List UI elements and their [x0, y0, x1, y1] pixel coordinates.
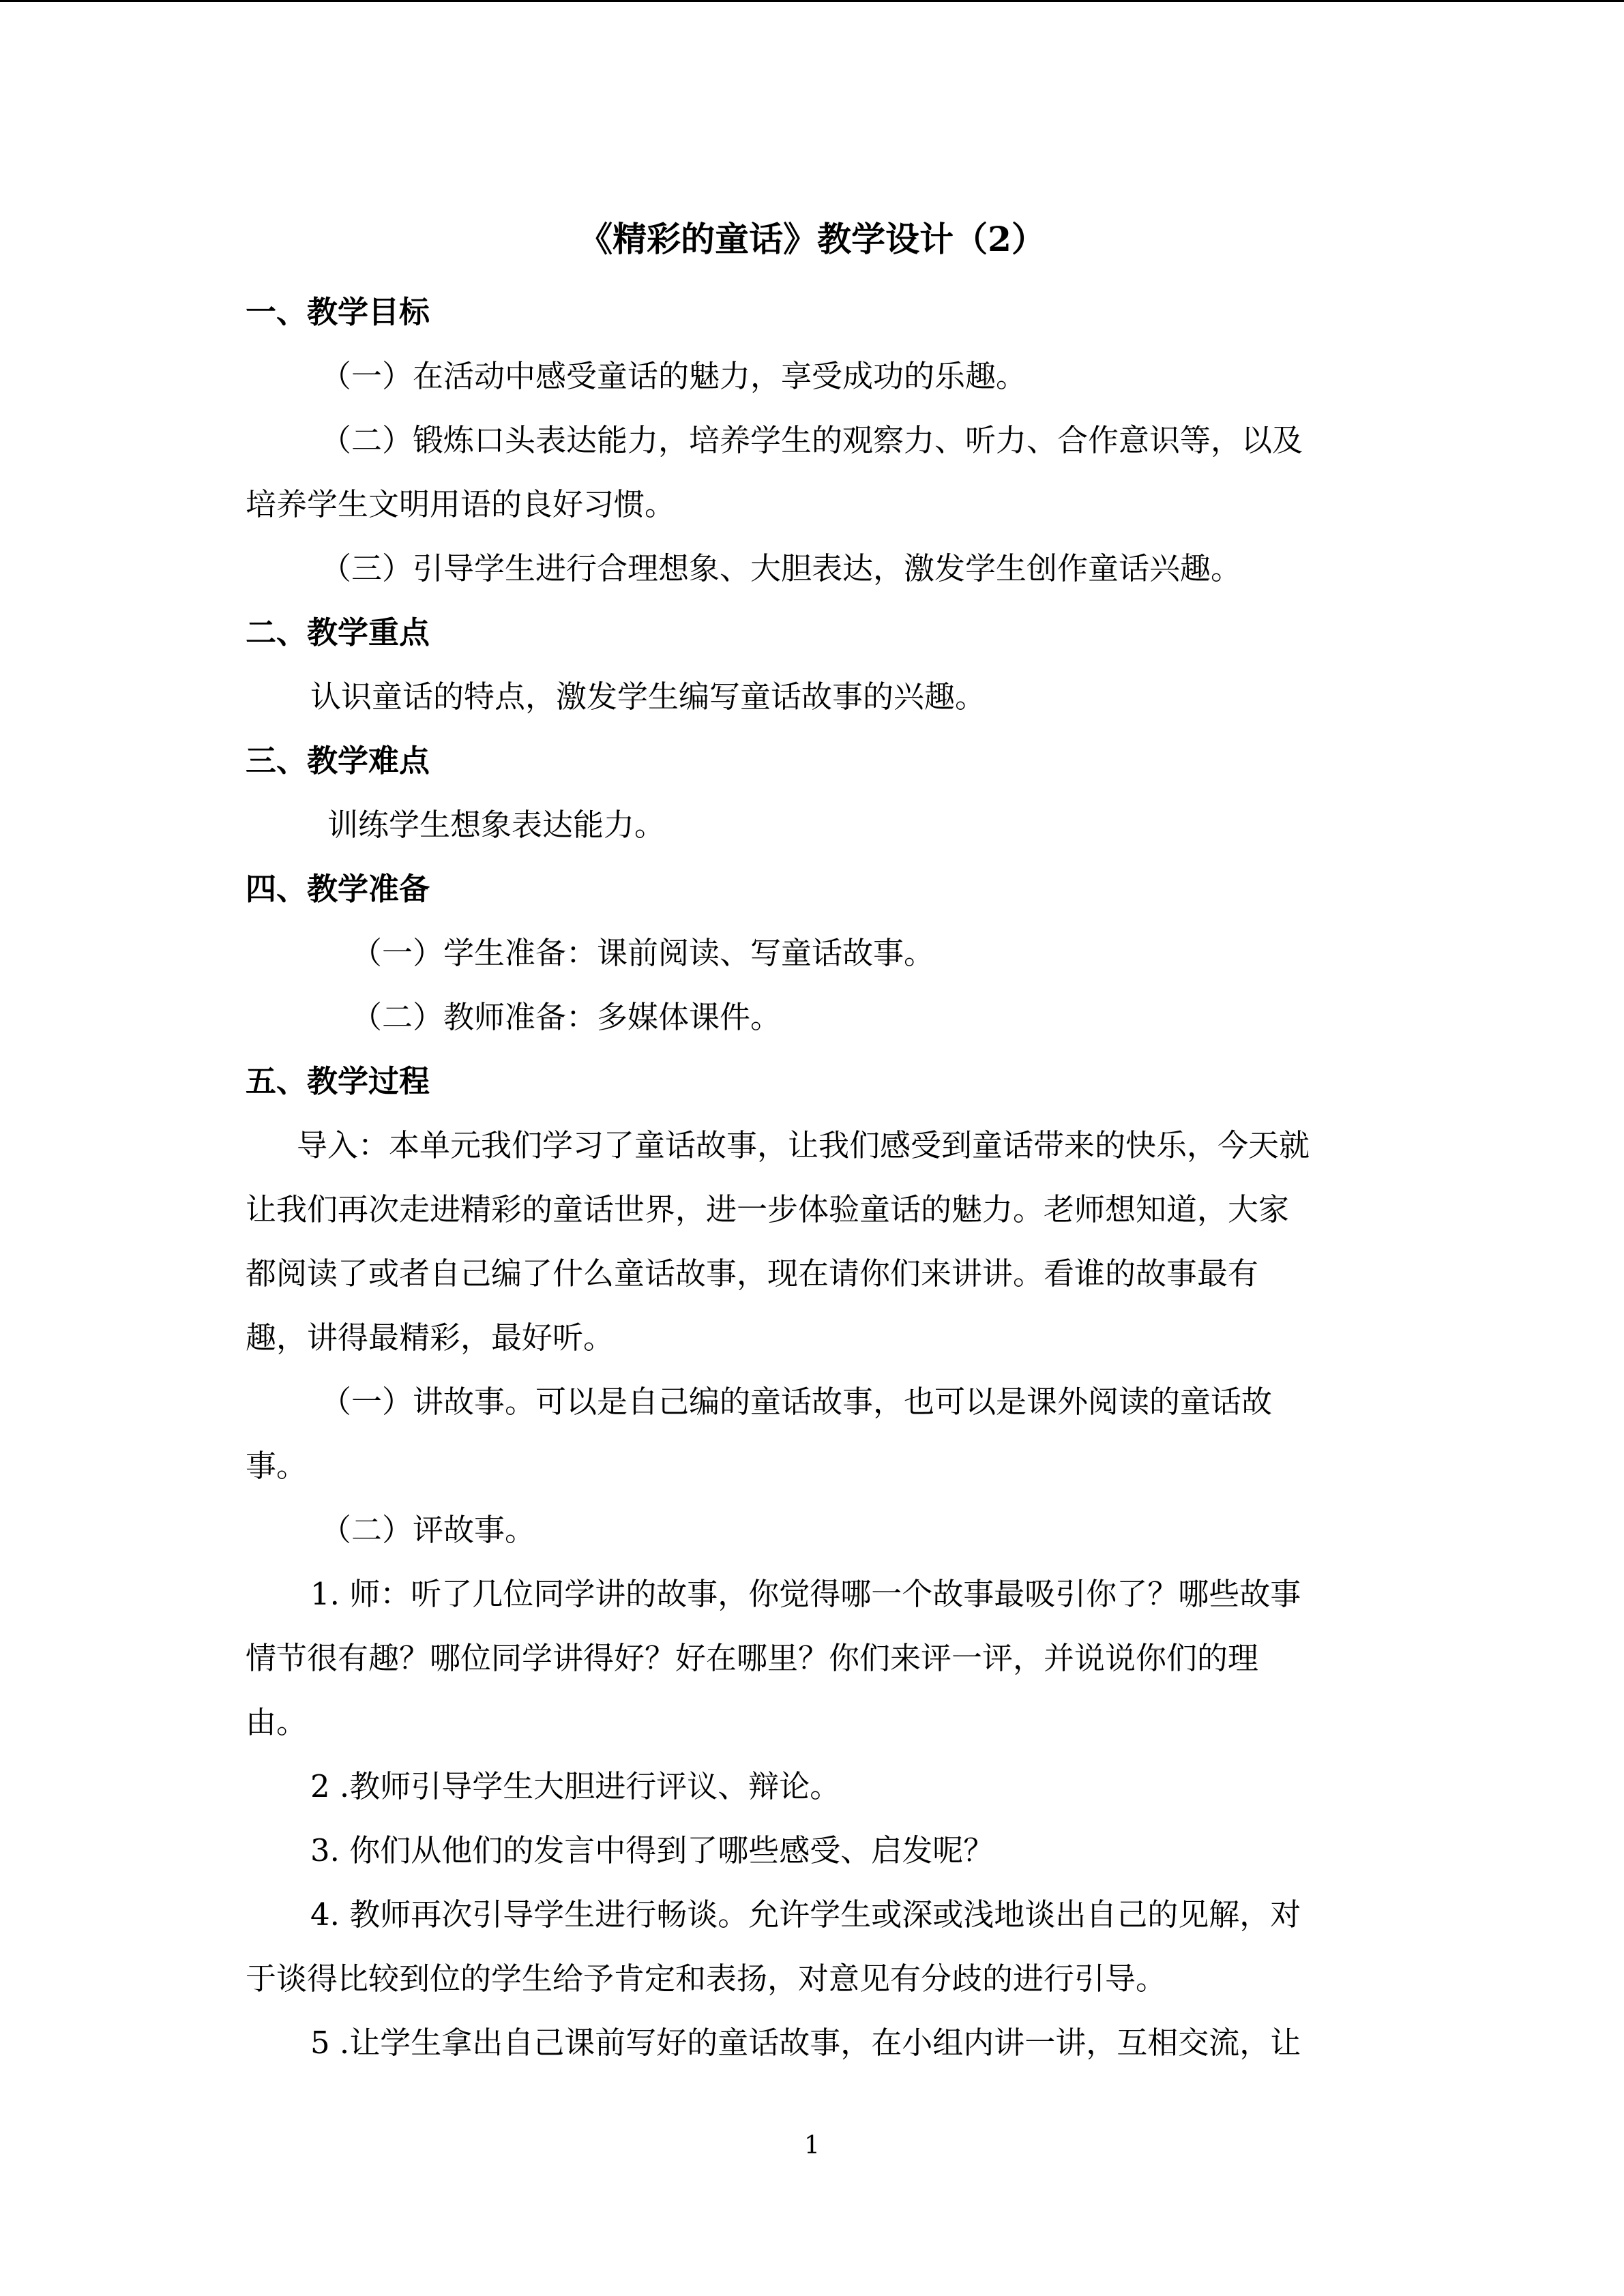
process-line-8: 1. 师：听了几位同学讲的故事，你觉得哪一个故事最吸引你了？哪些故事 — [310, 1576, 1301, 1612]
process-line-5: （一）讲故事。可以是自己编的童话故事，也可以是课外阅读的童话故 — [321, 1384, 1273, 1420]
process-line-12: 3. 你们从他们的发言中得到了哪些感受、启发呢？ — [310, 1832, 994, 1868]
preparation-item-1: （一）学生准备：课前阅读、写童话故事。 — [351, 935, 935, 971]
section-heading-process: 五、教学过程 — [246, 1063, 430, 1099]
process-line-6: 事。 — [246, 1448, 308, 1484]
key-points-text: 认识童话的特点，激发学生编写童话故事的兴趣。 — [310, 679, 986, 715]
process-line-13: 4. 教师再次引导学生进行畅谈。允许学生或深或浅地谈出自己的见解，对 — [310, 1896, 1301, 1933]
section-heading-objectives: 一、教学目标 — [246, 294, 430, 330]
process-line-14: 于谈得比较到位的学生给予肯定和表扬，对意见有分歧的进行引导。 — [246, 1960, 1167, 1997]
section-heading-difficulties: 三、教学难点 — [246, 743, 430, 779]
process-line-4: 趣，讲得最精彩，最好听。 — [246, 1320, 615, 1356]
process-line-3: 都阅读了或者自己编了什么童话故事，现在请你们来讲讲。看谁的故事最有 — [246, 1255, 1259, 1292]
preparation-item-2: （二）教师准备：多媒体课件。 — [351, 999, 782, 1035]
process-line-7: （二）评故事。 — [321, 1512, 536, 1548]
section-heading-key-points: 二、教学重点 — [246, 614, 430, 651]
page-number: 1 — [804, 2132, 820, 2160]
document-title: 《精彩的童话》教学设计（2） — [578, 219, 1046, 259]
process-line-1: 导入：本单元我们学习了童话故事，让我们感受到童话带来的快乐，今天就 — [297, 1127, 1310, 1163]
process-line-2: 让我们再次走进精彩的童话世界，进一步体验童话的魅力。老师想知道，大家 — [246, 1191, 1290, 1227]
process-line-9: 情节很有趣？哪位同学讲得好？好在哪里？你们来评一评，并说说你们的理 — [246, 1640, 1259, 1676]
objective-item-2-cont: 培养学生文明用语的良好习惯。 — [246, 486, 676, 522]
difficulties-text: 训练学生想象表达能力。 — [327, 807, 666, 843]
process-line-15: 5 .让学生拿出自己课前写好的童话故事，在小组内讲一讲，互相交流，让 — [310, 2025, 1301, 2061]
section-heading-preparation: 四、教学准备 — [246, 871, 430, 907]
process-line-10: 由。 — [246, 1704, 308, 1740]
process-line-11: 2 .教师引导学生大胆进行评议、辩论。 — [310, 1768, 841, 1804]
objective-item-1: （一）在活动中感受童话的魅力，享受成功的乐趣。 — [321, 358, 1027, 394]
objective-item-3: （三）引导学生进行合理想象、大胆表达，激发学生创作童话兴趣。 — [321, 550, 1242, 586]
objective-item-2: （二）锻炼口头表达能力，培养学生的观察力、听力、合作意识等，以及 — [321, 422, 1303, 458]
